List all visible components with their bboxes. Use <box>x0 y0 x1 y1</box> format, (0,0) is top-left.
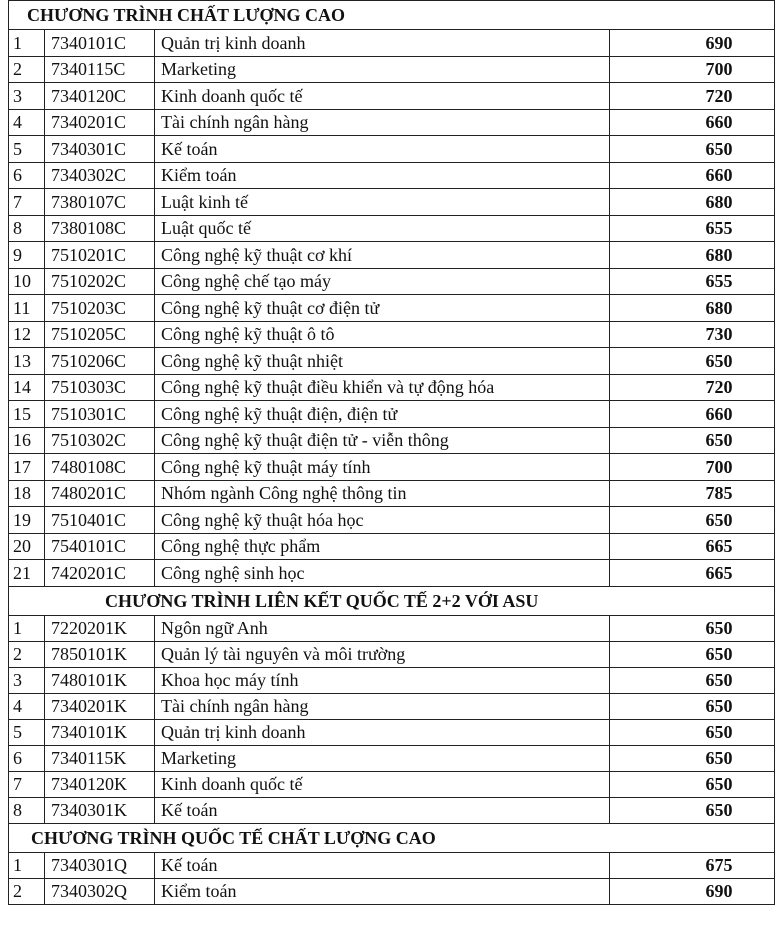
program-name: Nhóm ngành Công nghệ thông tin <box>155 480 610 507</box>
row-number: 4 <box>9 109 45 136</box>
admission-score: 650 <box>610 719 775 745</box>
admission-score: 650 <box>610 745 775 771</box>
admission-score: 650 <box>610 641 775 667</box>
program-name: Luật quốc tế <box>155 215 610 242</box>
program-code: 7510202C <box>45 268 155 295</box>
admission-score: 650 <box>610 797 775 823</box>
program-code: 7340120K <box>45 771 155 797</box>
admission-score: 660 <box>610 109 775 136</box>
table-row <box>9 136 775 163</box>
admission-score: 660 <box>610 401 775 428</box>
admission-score: 650 <box>610 507 775 534</box>
table-row <box>9 745 775 771</box>
program-name: Kinh doanh quốc tế <box>155 83 610 110</box>
program-code: 7480201C <box>45 480 155 507</box>
program-name: Quản trị kinh doanh <box>155 30 610 57</box>
admission-score: 690 <box>610 878 775 904</box>
program-name: Công nghệ kỹ thuật điện tử - viễn thông <box>155 427 610 454</box>
program-code: 7340302C <box>45 162 155 189</box>
table-row <box>9 56 775 83</box>
row-number: 2 <box>9 641 45 667</box>
row-number: 5 <box>9 136 45 163</box>
program-name: Kiểm toán <box>155 162 610 189</box>
program-code: 7510401C <box>45 507 155 534</box>
table-row <box>9 295 775 322</box>
table-row <box>9 215 775 242</box>
section-title: CHƯƠNG TRÌNH CHẤT LƯỢNG CAO <box>9 1 775 30</box>
program-code: 7340301K <box>45 797 155 823</box>
table-row <box>9 693 775 719</box>
table-row <box>9 507 775 534</box>
program-name: Quản lý tài nguyên và môi trường <box>155 641 610 667</box>
row-number: 8 <box>9 797 45 823</box>
row-number: 3 <box>9 667 45 693</box>
table-row <box>9 771 775 797</box>
admission-score: 660 <box>610 162 775 189</box>
admission-score: 650 <box>610 427 775 454</box>
table-row <box>9 533 775 560</box>
row-number: 18 <box>9 480 45 507</box>
admission-score: 655 <box>610 268 775 295</box>
program-name: Kinh doanh quốc tế <box>155 771 610 797</box>
table-row <box>9 83 775 110</box>
program-code: 7340201C <box>45 109 155 136</box>
admission-score: 680 <box>610 295 775 322</box>
table-row <box>9 641 775 667</box>
row-number: 21 <box>9 560 45 587</box>
admission-score: 650 <box>610 771 775 797</box>
program-name: Công nghệ kỹ thuật ô tô <box>155 321 610 348</box>
admission-score: 690 <box>610 30 775 57</box>
table-body <box>9 1 775 905</box>
table-row <box>9 401 775 428</box>
program-code: 7510206C <box>45 348 155 375</box>
row-number: 19 <box>9 507 45 534</box>
admission-score: 700 <box>610 56 775 83</box>
program-code: 7340301C <box>45 136 155 163</box>
table-row <box>9 109 775 136</box>
admission-score: 680 <box>610 242 775 269</box>
admission-score: 650 <box>610 693 775 719</box>
section-header-row <box>9 586 775 615</box>
table-row <box>9 162 775 189</box>
program-code: 7540101C <box>45 533 155 560</box>
table-row <box>9 30 775 57</box>
program-code: 7380107C <box>45 189 155 216</box>
row-number: 9 <box>9 242 45 269</box>
program-name: Công nghệ kỹ thuật nhiệt <box>155 348 610 375</box>
program-code: 7340201K <box>45 693 155 719</box>
program-code: 7340302Q <box>45 878 155 904</box>
section-title: CHƯƠNG TRÌNH LIÊN KẾT QUỐC TẾ 2+2 VỚI ASU <box>9 586 775 615</box>
table-row <box>9 427 775 454</box>
program-code: 7420201C <box>45 560 155 587</box>
table-row <box>9 797 775 823</box>
row-number: 16 <box>9 427 45 454</box>
program-name: Công nghệ chế tạo máy <box>155 268 610 295</box>
table-row <box>9 719 775 745</box>
program-code: 7510302C <box>45 427 155 454</box>
row-number: 8 <box>9 215 45 242</box>
row-number: 5 <box>9 719 45 745</box>
table-row <box>9 321 775 348</box>
row-number: 14 <box>9 374 45 401</box>
admission-score: 785 <box>610 480 775 507</box>
program-name: Tài chính ngân hàng <box>155 693 610 719</box>
admission-score: 730 <box>610 321 775 348</box>
program-code: 7480101K <box>45 667 155 693</box>
program-name: Công nghệ kỹ thuật điện, điện tử <box>155 401 610 428</box>
program-name: Tài chính ngân hàng <box>155 109 610 136</box>
table-row <box>9 878 775 904</box>
row-number: 1 <box>9 615 45 641</box>
table-row <box>9 374 775 401</box>
row-number: 17 <box>9 454 45 481</box>
admission-score: 720 <box>610 374 775 401</box>
program-code: 7850101K <box>45 641 155 667</box>
row-number: 7 <box>9 189 45 216</box>
program-name: Công nghệ thực phẩm <box>155 533 610 560</box>
program-name: Công nghệ sinh học <box>155 560 610 587</box>
row-number: 6 <box>9 745 45 771</box>
program-name: Công nghệ kỹ thuật điều khiển và tự động hóa <box>155 374 610 401</box>
table-row <box>9 268 775 295</box>
row-number: 2 <box>9 878 45 904</box>
table-row <box>9 189 775 216</box>
program-name: Kế toán <box>155 136 610 163</box>
admission-score: 665 <box>610 560 775 587</box>
admission-score-table <box>8 0 775 905</box>
table-row <box>9 348 775 375</box>
program-code: 7510205C <box>45 321 155 348</box>
section-title: CHƯƠNG TRÌNH QUỐC TẾ CHẤT LƯỢNG CAO <box>9 823 775 852</box>
score-table-page <box>8 0 774 905</box>
program-name: Công nghệ kỹ thuật cơ điện tử <box>155 295 610 322</box>
program-name: Kiểm toán <box>155 878 610 904</box>
program-name: Công nghệ kỹ thuật cơ khí <box>155 242 610 269</box>
admission-score: 650 <box>610 615 775 641</box>
program-name: Khoa học máy tính <box>155 667 610 693</box>
admission-score: 655 <box>610 215 775 242</box>
row-number: 10 <box>9 268 45 295</box>
row-number: 15 <box>9 401 45 428</box>
admission-score: 650 <box>610 348 775 375</box>
program-name: Ngôn ngữ Anh <box>155 615 610 641</box>
program-name: Kế toán <box>155 797 610 823</box>
table-row <box>9 615 775 641</box>
admission-score: 665 <box>610 533 775 560</box>
program-code: 7340120C <box>45 83 155 110</box>
program-code: 7380108C <box>45 215 155 242</box>
row-number: 12 <box>9 321 45 348</box>
section-header-row <box>9 823 775 852</box>
program-code: 7220201K <box>45 615 155 641</box>
program-code: 7340115K <box>45 745 155 771</box>
program-code: 7510203C <box>45 295 155 322</box>
program-name: Luật kinh tế <box>155 189 610 216</box>
row-number: 13 <box>9 348 45 375</box>
program-code: 7340101K <box>45 719 155 745</box>
table-row <box>9 667 775 693</box>
row-number: 11 <box>9 295 45 322</box>
program-name: Marketing <box>155 745 610 771</box>
admission-score: 700 <box>610 454 775 481</box>
admission-score: 650 <box>610 136 775 163</box>
table-row <box>9 852 775 878</box>
admission-score: 720 <box>610 83 775 110</box>
program-code: 7340115C <box>45 56 155 83</box>
program-code: 7340301Q <box>45 852 155 878</box>
table-row <box>9 560 775 587</box>
program-name: Quản trị kinh doanh <box>155 719 610 745</box>
row-number: 2 <box>9 56 45 83</box>
admission-score: 650 <box>610 667 775 693</box>
admission-score: 675 <box>610 852 775 878</box>
program-code: 7510201C <box>45 242 155 269</box>
row-number: 20 <box>9 533 45 560</box>
program-code: 7340101C <box>45 30 155 57</box>
table-row <box>9 454 775 481</box>
row-number: 3 <box>9 83 45 110</box>
row-number: 6 <box>9 162 45 189</box>
row-number: 7 <box>9 771 45 797</box>
program-code: 7510303C <box>45 374 155 401</box>
program-name: Công nghệ kỹ thuật hóa học <box>155 507 610 534</box>
section-header-row <box>9 1 775 30</box>
row-number: 1 <box>9 30 45 57</box>
admission-score: 680 <box>610 189 775 216</box>
program-code: 7480108C <box>45 454 155 481</box>
row-number: 1 <box>9 852 45 878</box>
program-name: Kế toán <box>155 852 610 878</box>
table-row <box>9 480 775 507</box>
row-number: 4 <box>9 693 45 719</box>
program-name: Marketing <box>155 56 610 83</box>
table-row <box>9 242 775 269</box>
program-code: 7510301C <box>45 401 155 428</box>
program-name: Công nghệ kỹ thuật máy tính <box>155 454 610 481</box>
